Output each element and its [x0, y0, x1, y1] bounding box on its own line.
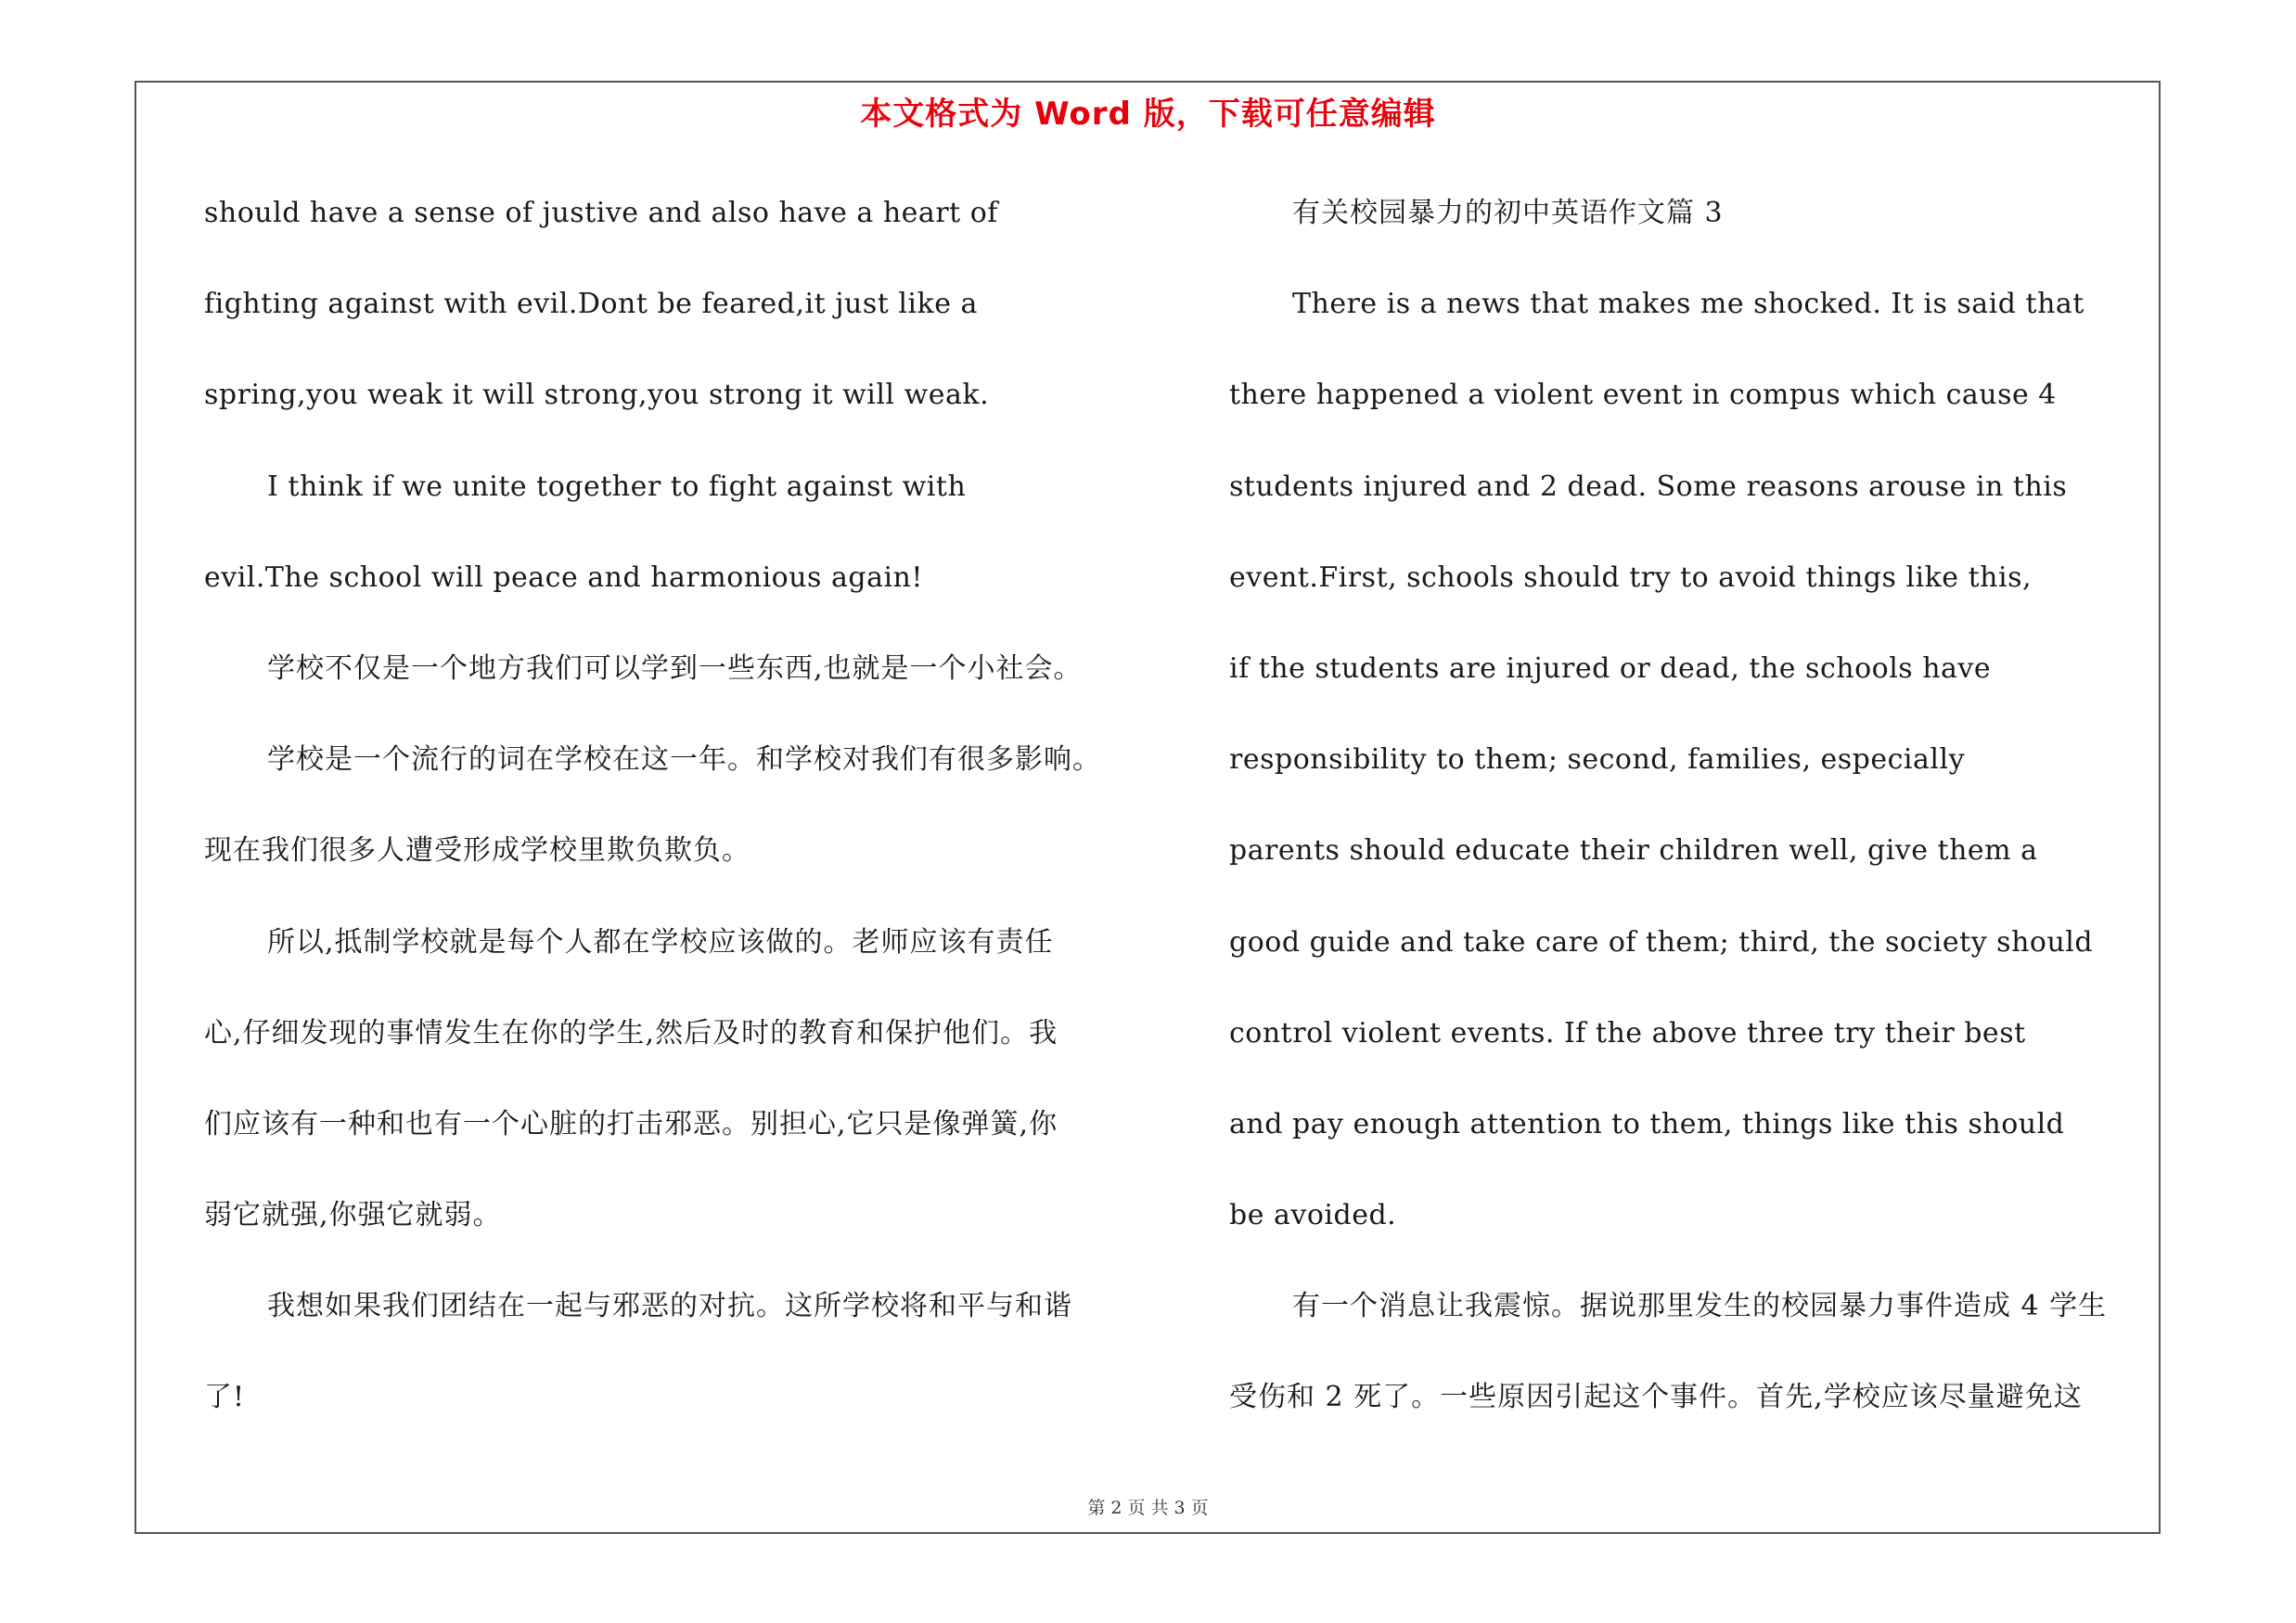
text-line: 受伤和 2 死了。一些原因引起这个事件。首先,学校应该尽量避免这 [1229, 1381, 2083, 1414]
text-line: there happened a violent event in compus which cause 4 [1229, 379, 2057, 412]
text-line: I think if we unite together to fight against with [267, 470, 967, 503]
text-line: 所以,抵制学校就是每个人都在学校应该做的。老师应该有责任 [267, 925, 1054, 959]
text-line: 学校不仅是一个地方我们可以学到一些东西,也就是一个小社会。 [267, 651, 1083, 685]
text-line: good guide and take care of them; third, the society should [1229, 925, 2094, 959]
text-line: if the students are injured or dead, the schools have [1229, 651, 1992, 685]
text-line: 有一个消息让我震惊。据说那里发生的校园暴力事件造成 4 学生 [1292, 1290, 2108, 1323]
text-line: evil.The school will peace and harmonious again! [204, 560, 923, 594]
text-line: There is a news that makes me shocked. It is said that [1292, 288, 2084, 321]
text-line: 弱它就强,你强它就弱。 [204, 1199, 502, 1232]
text-line: should have a sense of justive and also have a heart of [204, 197, 998, 229]
right-text-column [1229, 182, 2157, 1458]
text-line: 了! [204, 1381, 246, 1414]
text-line: spring,you weak it will strong,you strong it will weak. [204, 379, 990, 412]
page-number: 第 2 页 共 3 页 [1087, 1498, 1209, 1518]
text-line: responsibility to them; second, families, especially [1229, 743, 1966, 777]
text-line: 心,仔细发现的事情发生在你的学生,然后及时的教育和保护他们。我 [204, 1016, 1058, 1050]
text-line: 我想如果我们团结在一起与邪恶的对抗。这所学校将和平与和谐 [267, 1290, 1072, 1323]
text-line: 学校是一个流行的词在学校在这一年。和学校对我们有很多影响。 [267, 743, 1101, 777]
editable-format-banner: 本文格式为 Word 版，下载可任意编辑 [860, 96, 1436, 133]
text-line: event.First, schools should try to avoid things like this, [1229, 560, 2033, 594]
essay-heading: 有关校园暴力的初中英语作文篇 3 [1292, 197, 1724, 229]
text-line: parents should educate their children well, give them a [1229, 834, 2038, 868]
text-line: control violent events. If the above three try their best [1229, 1016, 2026, 1050]
text-line: 现在我们很多人遭受形成学校里欺负欺负。 [204, 834, 750, 868]
text-line: be avoided. [1229, 1199, 1397, 1232]
left-text-column [204, 182, 1169, 1458]
text-line: students injured and 2 dead. Some reasons arouse in this [1229, 470, 2068, 503]
text-line: and pay enough attention to them, things like this should [1229, 1107, 2065, 1140]
text-line: 们应该有一种和也有一个心脏的打击邪恶。别担心,它只是像弹簧,你 [204, 1107, 1058, 1140]
text-line: fighting against with evil.Dont be feared,it just like a [204, 288, 978, 321]
